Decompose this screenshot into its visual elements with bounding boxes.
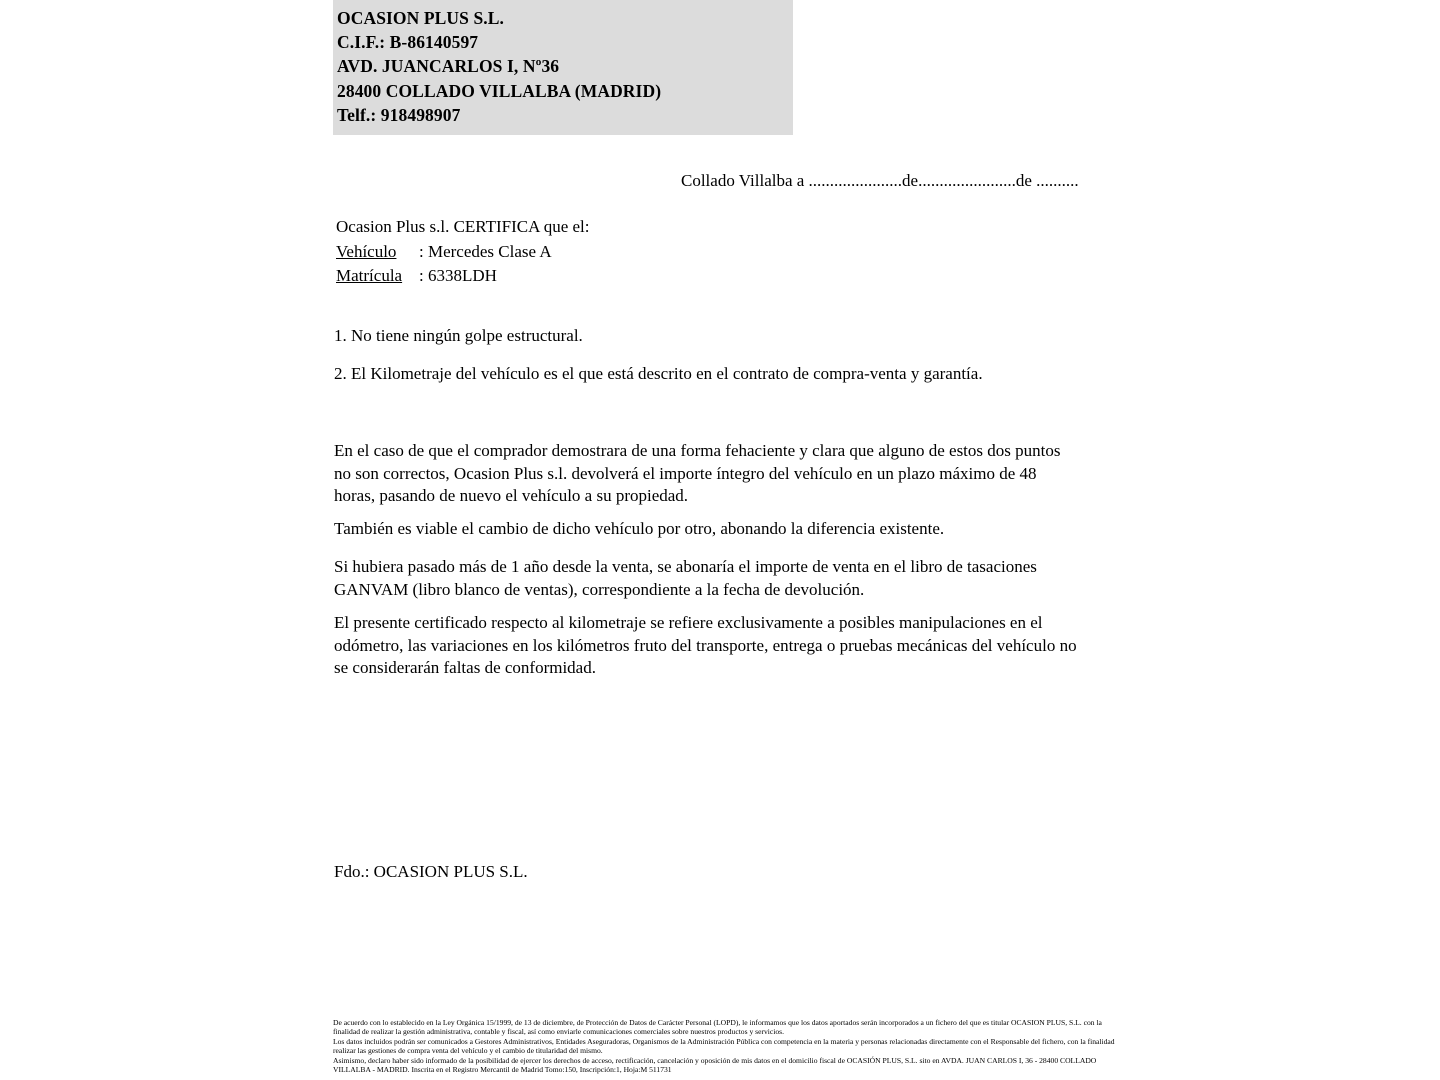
plate-label: Matrícula	[336, 266, 403, 286]
legal-block-1: De acuerdo con lo establecido en la Ley Orgánica 15/1999, de 13 de diciembre, de Protección de Datos de Carácter Personal (LOPD), le informamos que los datos aportados serán incorporados a un fichero del que es titular OCASION PLUS, S.L. con la finalidad de realizar la gestión administrativa, contable y fiscal, así como enviarle comunicaciones comerciales sobre nuestros productos y servicios.	[333, 1018, 1102, 1037]
company-cif: C.I.F.: B-86140597	[337, 32, 479, 53]
legal-block-2: Los datos incluidos podrán ser comunicados a Gestores Administrativos, Entidades Aseguradoras, Organismos de la Administración Pública con competencia en la materia y personas relacionadas directamente con el Responsable del fichero, con la finalidad realizar las gestiones de compra venta del vehículo y el cambio de titularidad del mismo.	[333, 1036, 1115, 1056]
date-line: Collado Villalba a ......................de.......................de ..........	[681, 171, 1079, 190]
company-phone: Telf.: 918498907	[337, 104, 461, 125]
certification-point-2: 2. El Kilometraje del vehículo es el que está descrito en el contrato de compra-venta y garantía.	[334, 364, 983, 383]
company-address-street: AVD. JUANCARLOS I, Nº36	[337, 56, 560, 77]
certification-block	[336, 215, 590, 289]
certification-point-1: 1. No tiene ningún golpe estructural.	[334, 326, 583, 345]
body-paragraph-3: Si hubiera pasado más de 1 año desde la venta, se abonaría el importe de venta en el libro de tasaciones GANVAM (libro blanco de ventas), correspondiente a la fecha de devolución.	[334, 557, 1037, 599]
vehicle-row	[336, 240, 590, 265]
body-paragraph-2: También es viable el cambio de dicho vehículo por otro, abonando la diferencia existente.	[334, 519, 945, 538]
company-letterhead	[333, 0, 793, 135]
company-address-city: 28400 COLLADO VILLALBA (MADRID)	[337, 80, 662, 101]
vehicle-value: : Mercedes Clase A	[419, 241, 552, 261]
certification-intro: Ocasion Plus s.l. CERTIFICA que el:	[336, 217, 590, 236]
signature-line: Fdo.: OCASION PLUS S.L.	[334, 862, 528, 881]
legal-block-3: Asimismo, declaro haber sido informado de la posibilidad de ejercer los derechos de acceso, rectificación, cancelación y oposición de mis datos en el domicilio fiscal de OCASIÓN PLUS, S.L. sito en AVDA. JUAN CARLOS I, 36 - 28400 COLLADO VILLALBA - MADRID. Inscrita en el Registro Mercantil de Madrid Tomo:150, Inscripción:1, Hoja:M 511731	[333, 1055, 1097, 1075]
plate-row	[336, 264, 590, 289]
body-paragraph-1: En el caso de que el comprador demostrara de una forma fehaciente y clara que alguno de estos dos puntos no son correctos, Ocasion Plus s.l. devolverá el importe íntegro del vehículo en un plazo máximo de 48 horas, pasando de nuevo el vehículo a su propiedad.	[334, 441, 1061, 506]
company-name: OCASION PLUS S.L.	[337, 8, 505, 28]
legal-footnote	[333, 1018, 1123, 1074]
vehicle-label: Vehículo	[336, 241, 397, 261]
body-paragraph-4: El presente certificado respecto al kilometraje se refiere exclusivamente a posibles manipulaciones en el odómetro, las variaciones en los kilómetros fruto del transporte, entrega o pruebas mecánicas del vehículo no se considerarán faltas de conformidad.	[334, 613, 1077, 678]
plate-value: : 6338LDH	[419, 266, 497, 286]
